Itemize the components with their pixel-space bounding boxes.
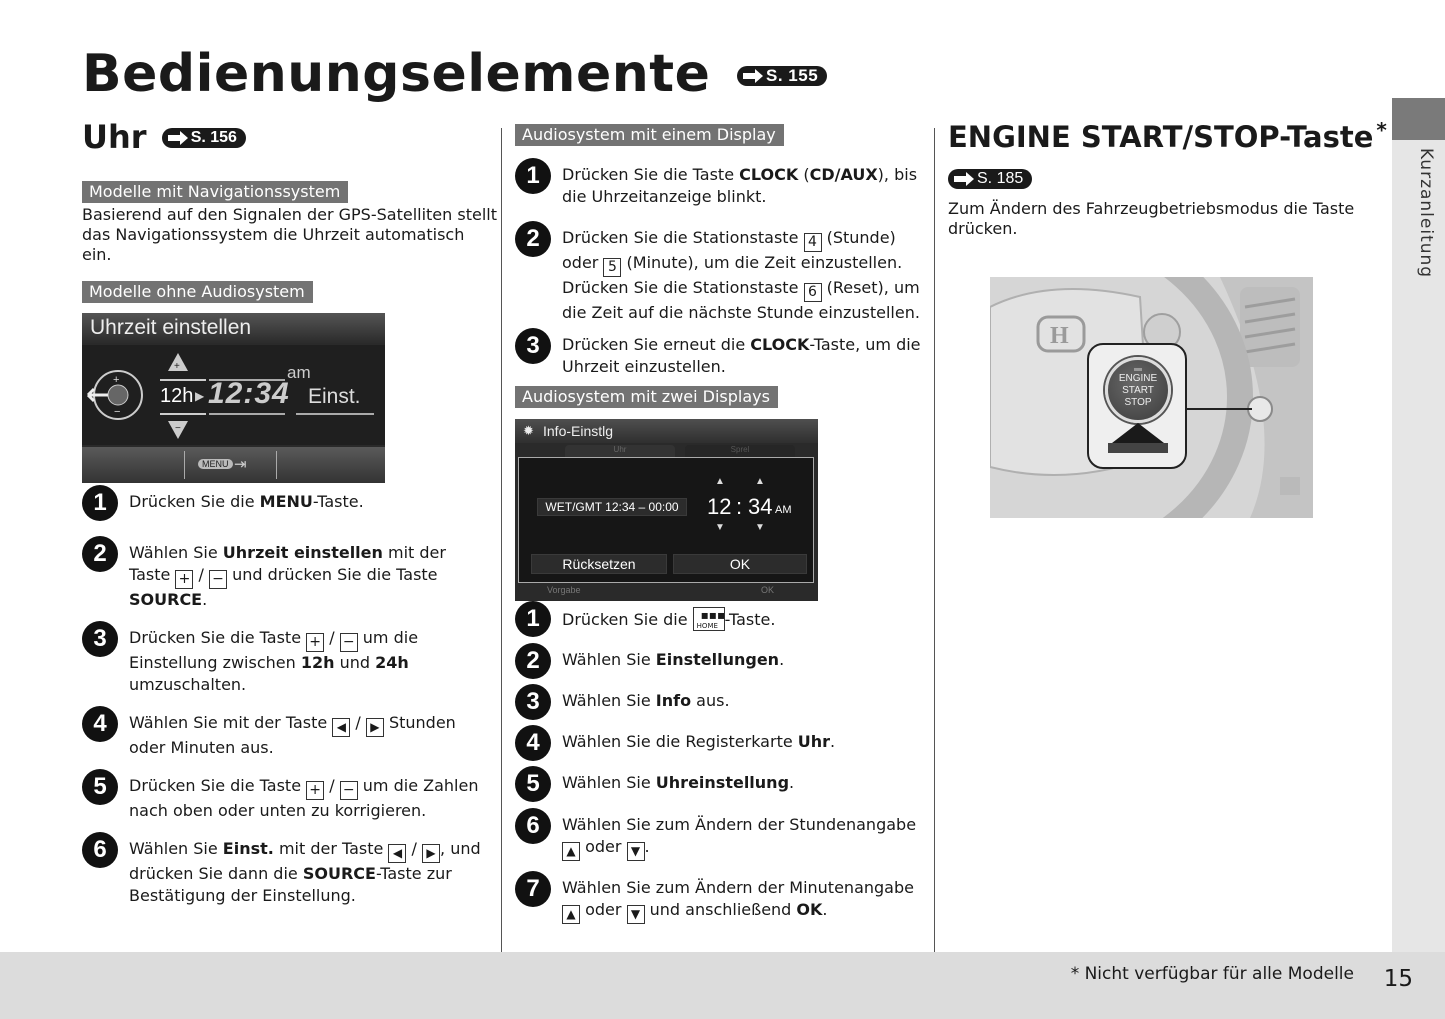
plus-up-arrow-icon <box>167 353 189 373</box>
hour-format-value: 12h <box>160 385 194 407</box>
step-5: 5 Drücken Sie die Taste + / − um die Zahlen nach oben oder unten zu korrigieren. <box>82 769 492 822</box>
screen-footer <box>82 447 385 483</box>
minus-key-icon: − <box>209 570 227 589</box>
arrow-right-icon <box>167 131 189 145</box>
minus-key-icon: − <box>340 781 358 800</box>
ok-button[interactable]: OK <box>673 554 807 574</box>
button-label-line2: START <box>1122 385 1154 396</box>
section-heading-text: Uhr <box>82 118 147 156</box>
preset-key-4: 4 <box>804 233 822 252</box>
engine-start-stop-button[interactable] <box>1105 357 1171 423</box>
svg-text:−: − <box>114 406 121 418</box>
column-divider <box>934 128 935 952</box>
steering-wheel-illustration <box>990 277 1313 518</box>
down-key-icon: ▼ <box>627 842 645 861</box>
tab-uhr[interactable]: Uhr <box>565 445 675 457</box>
step-3: 3 Wählen Sie Info aus. <box>515 684 925 712</box>
svg-text:+: + <box>174 361 180 372</box>
section-heading-engine: ENGINE START/STOP-Taste * <box>948 118 1387 154</box>
minute-up-arrow-icon[interactable]: ▲ <box>755 476 765 487</box>
button-label-line3: STOP <box>1124 397 1152 408</box>
step-6: 6 Wählen Sie Einst. mit der Taste ◀ / ▶ , und drücken Sie dann die SOURCE-Taste zur Bestätigung der Einstellung. <box>82 832 492 907</box>
tab-sprel[interactable]: Sprel <box>685 445 795 457</box>
down-key-icon: ▼ <box>627 905 645 924</box>
page-reference-text: S. 185 <box>977 169 1024 187</box>
reset-button[interactable]: Rücksetzen <box>531 554 667 574</box>
callout-line <box>1186 408 1252 410</box>
svg-text:+: + <box>113 374 120 386</box>
clock-settings-screen <box>82 313 385 483</box>
plus-key-icon: + <box>175 570 193 589</box>
button-label-line1: ENGINE <box>1118 373 1158 384</box>
preset-key-6: 6 <box>804 283 822 302</box>
minus-key-icon: − <box>340 633 358 652</box>
info-settings-screen <box>515 419 818 601</box>
subsection-bar-no-audio: Modelle ohne Audiosystem <box>82 281 313 303</box>
default-label: Vorgabe <box>547 585 581 595</box>
chapter-label: Kurzanleitung <box>1416 148 1436 279</box>
section-heading-uhr <box>82 118 246 156</box>
menu-button-icon: MENU <box>198 459 233 469</box>
footnote: * Nicht verfügbar für alle Modelle <box>1070 964 1354 984</box>
hour-value: 12 <box>707 494 732 519</box>
cursor-arrow-icon: ▶ <box>195 389 205 403</box>
screen-title: ✹ Info-Einstlg <box>515 419 818 443</box>
page-title-text: Bedienungselemente <box>82 44 711 104</box>
step-6: 6 Wählen Sie zum Ändern der Stundenangabe ▲ oder ▼ . <box>515 808 925 861</box>
minute-down-arrow-icon[interactable]: ▼ <box>755 522 765 533</box>
page-reference-text: S. 156 <box>190 129 237 146</box>
screen-body <box>82 345 385 445</box>
arrow-right-icon <box>742 69 764 83</box>
plus-key-icon: + <box>306 633 324 652</box>
right-key-icon: ▶ <box>422 844 440 863</box>
subsection-bar-one-display: Audiosystem mit einem Display <box>515 124 784 146</box>
time-separator: : <box>736 494 743 519</box>
page-title <box>82 44 827 104</box>
step-1: 1 Drücken Sie die MENU-Taste. <box>82 485 492 513</box>
step-2: 2 Wählen Sie Einstellungen. <box>515 643 925 671</box>
ampm-value: AM <box>775 504 792 516</box>
svg-text:H: H <box>1050 323 1069 349</box>
step-4: 4 Wählen Sie mit der Taste ◀ / ▶ Stunden oder Minuten aus. <box>82 706 492 759</box>
minus-down-arrow-icon <box>167 419 189 439</box>
gear-icon: ✹ <box>523 423 534 438</box>
step-2: 2 Drücken Sie die Stationstaste 4 (Stunde) oder 5 (Minute), um die Zeit einzustellen. Drücken Sie die Stationstaste 6 (Reset), um die Zeit auf die nächste Stunde einzustellen. <box>515 221 925 324</box>
engine-reference <box>948 168 1032 189</box>
preset-key-5: 5 <box>603 258 621 277</box>
hour-up-arrow-icon[interactable]: ▲ <box>715 476 725 487</box>
step-1: 1 Drücken Sie die ▪▪▪ HOME -Taste. <box>515 601 925 631</box>
step-3: 3 Drücken Sie die Taste + / − um die Einstellung zwischen 12h und 24h umzuschalten. <box>82 621 492 696</box>
left-key-icon: ◀ <box>388 844 406 863</box>
svg-text:−: − <box>175 423 181 434</box>
subsection-bar-two-displays: Audiosystem mit zwei Displays <box>515 386 778 408</box>
chapter-sidebar <box>1392 98 1445 952</box>
minute-value: 34 <box>748 494 773 519</box>
home-key-icon: ▪▪▪ HOME <box>693 607 725 631</box>
screen-frame <box>518 457 814 583</box>
up-key-icon: ▲ <box>562 905 580 924</box>
up-key-icon: ▲ <box>562 842 580 861</box>
step-4: 4 Wählen Sie die Registerkarte Uhr. <box>515 725 925 753</box>
page-reference-link[interactable] <box>948 169 1032 189</box>
ampm-value: am <box>287 363 311 382</box>
step-2: 2 Wählen Sie Uhrzeit einstellen mit der Taste + / − und drücken Sie die Taste SOURCE. <box>82 536 492 611</box>
page-reference-text: S. 155 <box>766 66 819 85</box>
chapter-tab[interactable] <box>1392 98 1445 140</box>
selector-knob-icon <box>86 367 146 423</box>
column-divider <box>501 128 502 952</box>
navigation-description: Basierend auf den Signalen der GPS-Satelliten stellt das Navigationssystem die Uhrzeit automatisch ein. <box>82 205 497 264</box>
right-key-icon: ▶ <box>366 718 384 737</box>
page-number: 15 <box>1383 966 1413 992</box>
step-1: 1 Drücken Sie die Taste CLOCK (CD/AUX), bis die Uhrzeitanzeige blinkt. <box>515 158 925 208</box>
page-footer <box>0 952 1445 1019</box>
subsection-bar-navigation: Modelle mit Navigationssystem <box>82 181 348 203</box>
arrow-right-icon <box>953 172 975 186</box>
engine-description: Zum Ändern des Fahrzeugbetriebsmodus die Taste drücken. <box>948 199 1355 238</box>
set-option: Einst. <box>308 385 361 408</box>
hour-down-arrow-icon[interactable]: ▼ <box>715 522 725 533</box>
screen-title: Uhrzeit einstellen <box>82 313 385 343</box>
step-3: 3 Drücken Sie erneut die CLOCK-Taste, um die Uhrzeit einzustellen. <box>515 328 925 378</box>
time-value: 12:34 <box>208 377 290 410</box>
step-5: 5 Wählen Sie Uhreinstellung. <box>515 766 925 794</box>
ok-label: OK <box>761 585 775 595</box>
left-key-icon: ◀ <box>332 718 350 737</box>
press-arrow-icon <box>1106 423 1170 455</box>
exit-arrow-icon: ⇥ <box>234 456 247 473</box>
timezone-field[interactable]: WET/GMT 12:34 – 00:00 <box>537 498 687 516</box>
step-7: 7 Wählen Sie zum Ändern der Minutenangabe ▲ oder ▼ und anschließend OK. <box>515 871 925 924</box>
page-reference-link[interactable] <box>737 66 827 86</box>
page-reference-link[interactable] <box>162 128 246 148</box>
plus-key-icon: + <box>306 781 324 800</box>
